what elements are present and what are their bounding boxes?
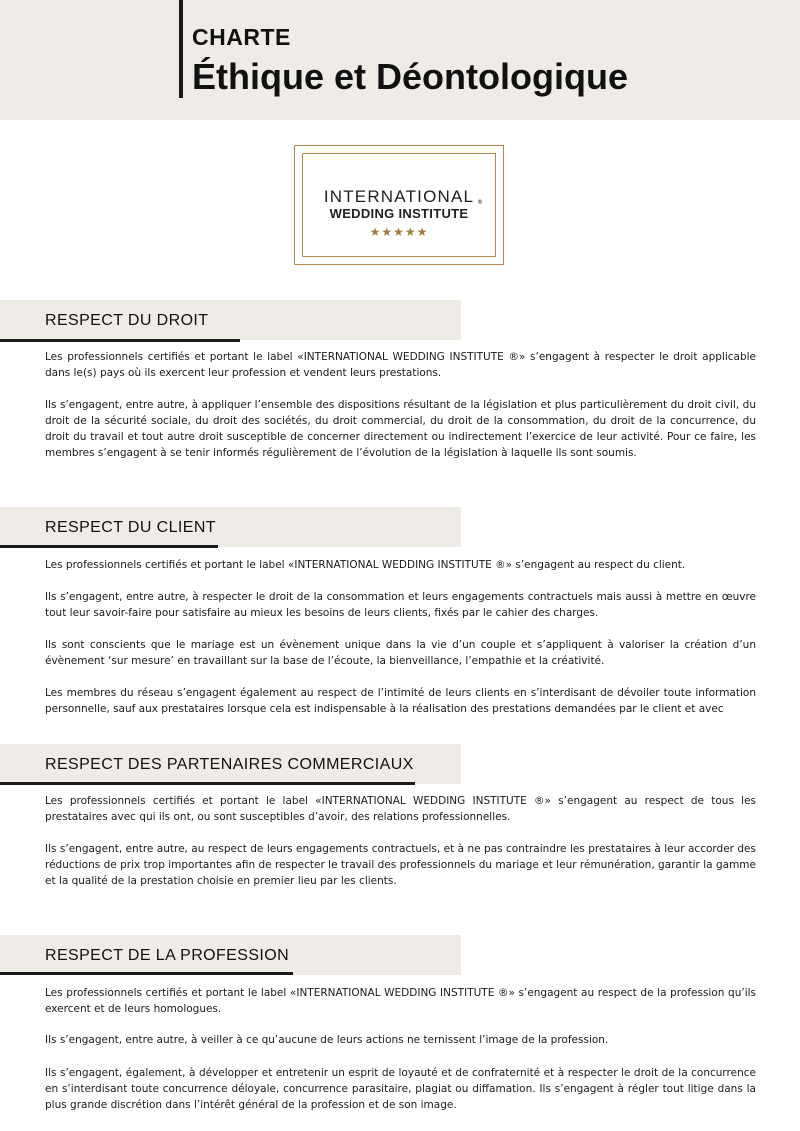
paragraph-droit-1: Les professionnels certifiés et portant le label «INTERNATIONAL WEDDING INSTITUTE ®» s’engagent à respecter le droit applicable dans le(s) pays où ils exercent leur profession et vendent leurs prestations. xyxy=(45,351,756,379)
paragraph-client-4: Les membres du réseau s’engagent également au respect de l’intimité de leurs clients en s’interdisant de dévoiler toute information personnelle, sauf aux prestataires lorsque cela est indispensable à la réalisation des prestations demandées par le client et avec xyxy=(45,687,756,715)
logo-text-international: INTERNATIONAL xyxy=(323,187,475,206)
section-rule-droit xyxy=(0,339,240,342)
paragraph-client-3: Ils sont conscients que le mariage est un évènement unique dans la vie d’un couple et s’appliquent à valoriser la création d’un évènement ‘sur mesure’ en travaillant sur la base de l’écoute, la bienveillance, l’empathie et la créativité. xyxy=(45,639,756,667)
header-subtitle: CHARTE xyxy=(192,24,291,50)
header-accent-bar xyxy=(179,0,183,98)
logo-stars-icon: ★★★★★ xyxy=(369,225,429,239)
section-rule-profession xyxy=(0,972,293,975)
section-rule-client xyxy=(0,545,218,548)
paragraph-droit-2: Ils s’engagent, entre autre, à appliquer l’ensemble des dispositions résultant de la législation et plus particulièrement du droit civil, du droit de la sécurité sociale, du droit des sociétés, du droit commercial, du droit de la consommation, du droit de la concurrence, du droit du travail et tout autre droit susceptible de concerner directement ou indirectement l’exercice de leur activité. Pour ce faire, les membres s’engagent à se tenir informés régulièrement de l’évolution de la législation à laquelle ils sont soumis. xyxy=(45,399,756,459)
paragraph-client-2: Ils s’engagent, entre autre, à respecter le droit de la consommation et leurs engagements contractuels mais aussi à mettre en œuvre tout leur savoir-faire pour satisfaire au mieux les besoins de leurs clients, fixés par le cahier des charges. xyxy=(45,591,756,619)
institute-logo xyxy=(294,145,504,265)
section-title-droit: RESPECT DU DROIT xyxy=(45,312,209,329)
logo-registered-mark: ® xyxy=(477,199,483,206)
paragraph-client-1: Les professionnels certifiés et portant le label «INTERNATIONAL WEDDING INSTITUTE ®» s’engagent au respect du client. xyxy=(45,559,686,571)
section-title-client: RESPECT DU CLIENT xyxy=(45,519,216,536)
section-title-partenaires: RESPECT DES PARTENAIRES COMMERCIAUX xyxy=(45,756,414,773)
section-rule-partenaires xyxy=(0,782,415,785)
paragraph-partenaires-2: Ils s’engagent, entre autre, au respect de leurs engagements contractuels, et à ne pas contraindre les prestataires à leur accorder des réductions de prix trop importantes afin de respecter le travail des professionnels du mariage et leur rémunération, garantir la gamme et la qualité de la prestation choisie en premier lieu par les clients. xyxy=(45,843,756,887)
section-title-profession: RESPECT DE LA PROFESSION xyxy=(45,947,290,964)
logo-text-wedding-institute: WEDDING INSTITUTE xyxy=(329,206,469,221)
paragraph-partenaires-1: Les professionnels certifiés et portant le label «INTERNATIONAL WEDDING INSTITUTE ®» s’engagent au respect de tous les prestataires avec qui ils ont, ou sont susceptibles d’avoir, des relations professionnelles. xyxy=(45,795,756,823)
paragraph-profession-2: Ils s’engagent, entre autre, à veiller à ce qu’aucune de leurs actions ne ternissent l’image de la profession. xyxy=(45,1034,609,1046)
paragraph-profession-3: Ils s’engagent, également, à développer et entretenir un esprit de loyauté et de confraternité et à respecter le droit de la concurrence en s’interdisant toute concurrence déloyale, concurrence parasitaire, plagiat ou diffamation. Ils s’engagent à régler tout litige dans la plus grande discrétion dans l’intérêt général de la profession et de son image. xyxy=(45,1067,756,1111)
page-title: Éthique et Déontologique xyxy=(192,56,628,97)
paragraph-profession-1: Les professionnels certifiés et portant le label «INTERNATIONAL WEDDING INSTITUTE ®» s’engagent au respect de la profession qu’ils exercent et de leurs homologues. xyxy=(45,987,756,1015)
